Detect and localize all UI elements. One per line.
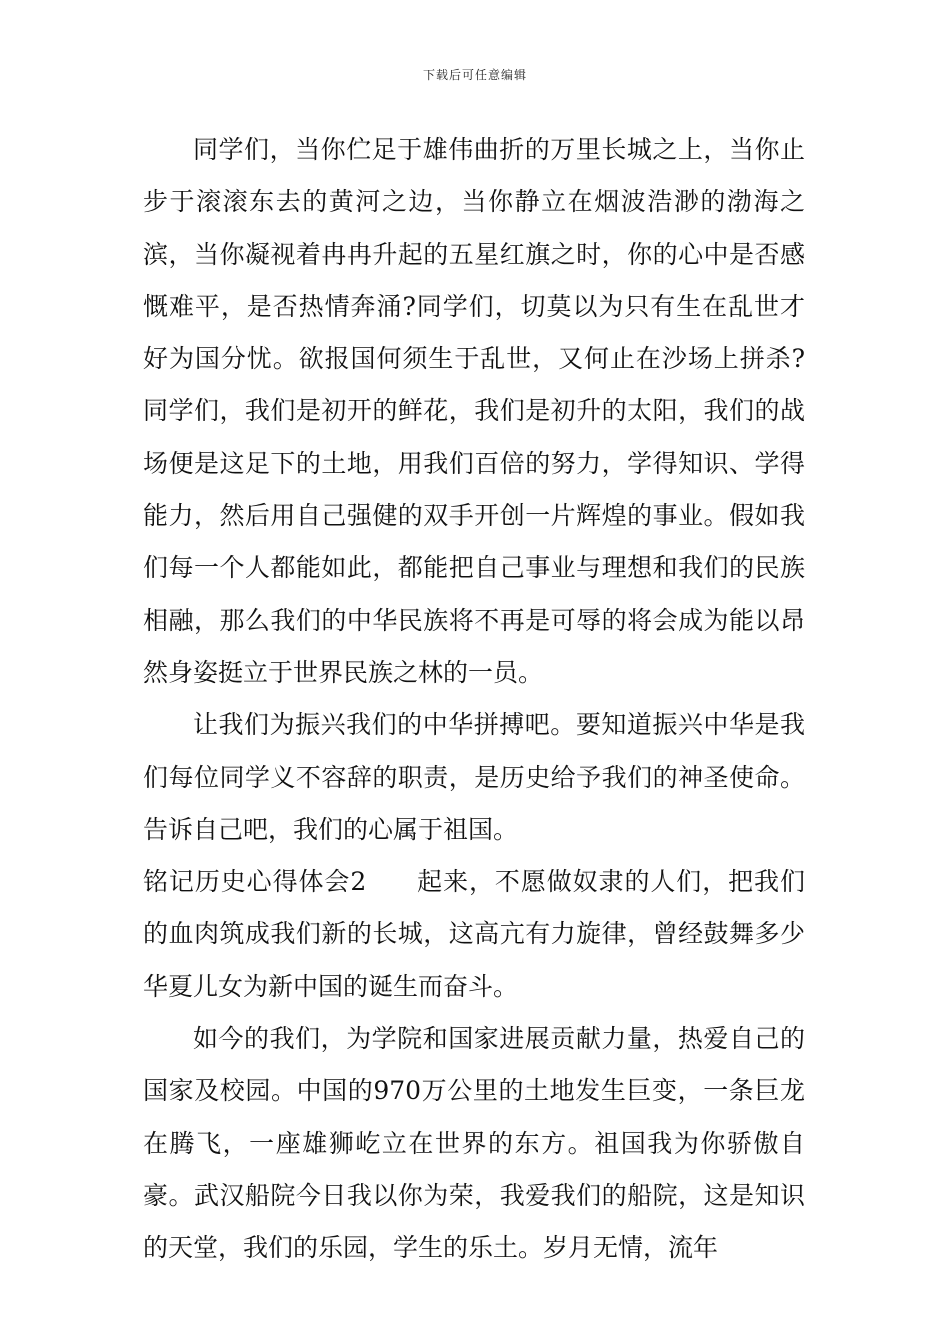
section-title: 铭记历史心得体会2 [143,867,367,897]
section-text: 起来，不愿做奴隶的人们，把我们的血肉筑成我们新的长城，这高亢有力旋律，曾经鼓舞多少华夏儿女为新中国的诞生而奋斗。 [143,867,805,1001]
paragraph-2: 让我们为振兴我们的中华拼搏吧。要知道振兴中华是我们每位同学义不容辞的职责，是历史给予我们的神圣使命。告诉自己吧，我们的心属于祖国。 [143,710,805,844]
page-header: 下载后可任意编辑 [422,68,527,82]
paragraph-3: 如今的我们，为学院和国家进展贡献力量，热爱自己的国家及校园。中国的970万公里的土地发生巨变，一条巨龙在腾飞，一座雄狮屹立在世界的东方。祖国我为你骄傲自豪。武汉船院今日我以你为荣，我爱我们的船院，这是知识的天堂，我们的乐园，学生的乐土。岁月无情，流年 [143,1024,805,1263]
section-paragraph [143,856,805,1013]
document-body [143,124,805,1275]
paragraph-1: 同学们，当你伫足于雄伟曲折的万里长城之上，当你止步于滚滚东去的黄河之边，当你静立在烟波浩渺的渤海之滨，当你凝视着冉冉升起的五星红旗之时，你的心中是否感慨难平，是否热情奔涌?同学们，切莫以为只有生在乱世才好为国分忧。欲报国何须生于乱世，又何止在沙场上拼杀?同学们，我们是初开的鲜花，我们是初升的太阳，我们的战场便是这足下的土地，用我们百倍的努力，学得知识、学得能力，然后用自己强健的双手开创一片辉煌的事业。假如我们每一个人都能如此，都能把自己事业与理想和我们的民族相融，那么我们的中华民族将不再是可辱的将会成为能以昂然身姿挺立于世界民族之林的一员。 [143,135,805,687]
